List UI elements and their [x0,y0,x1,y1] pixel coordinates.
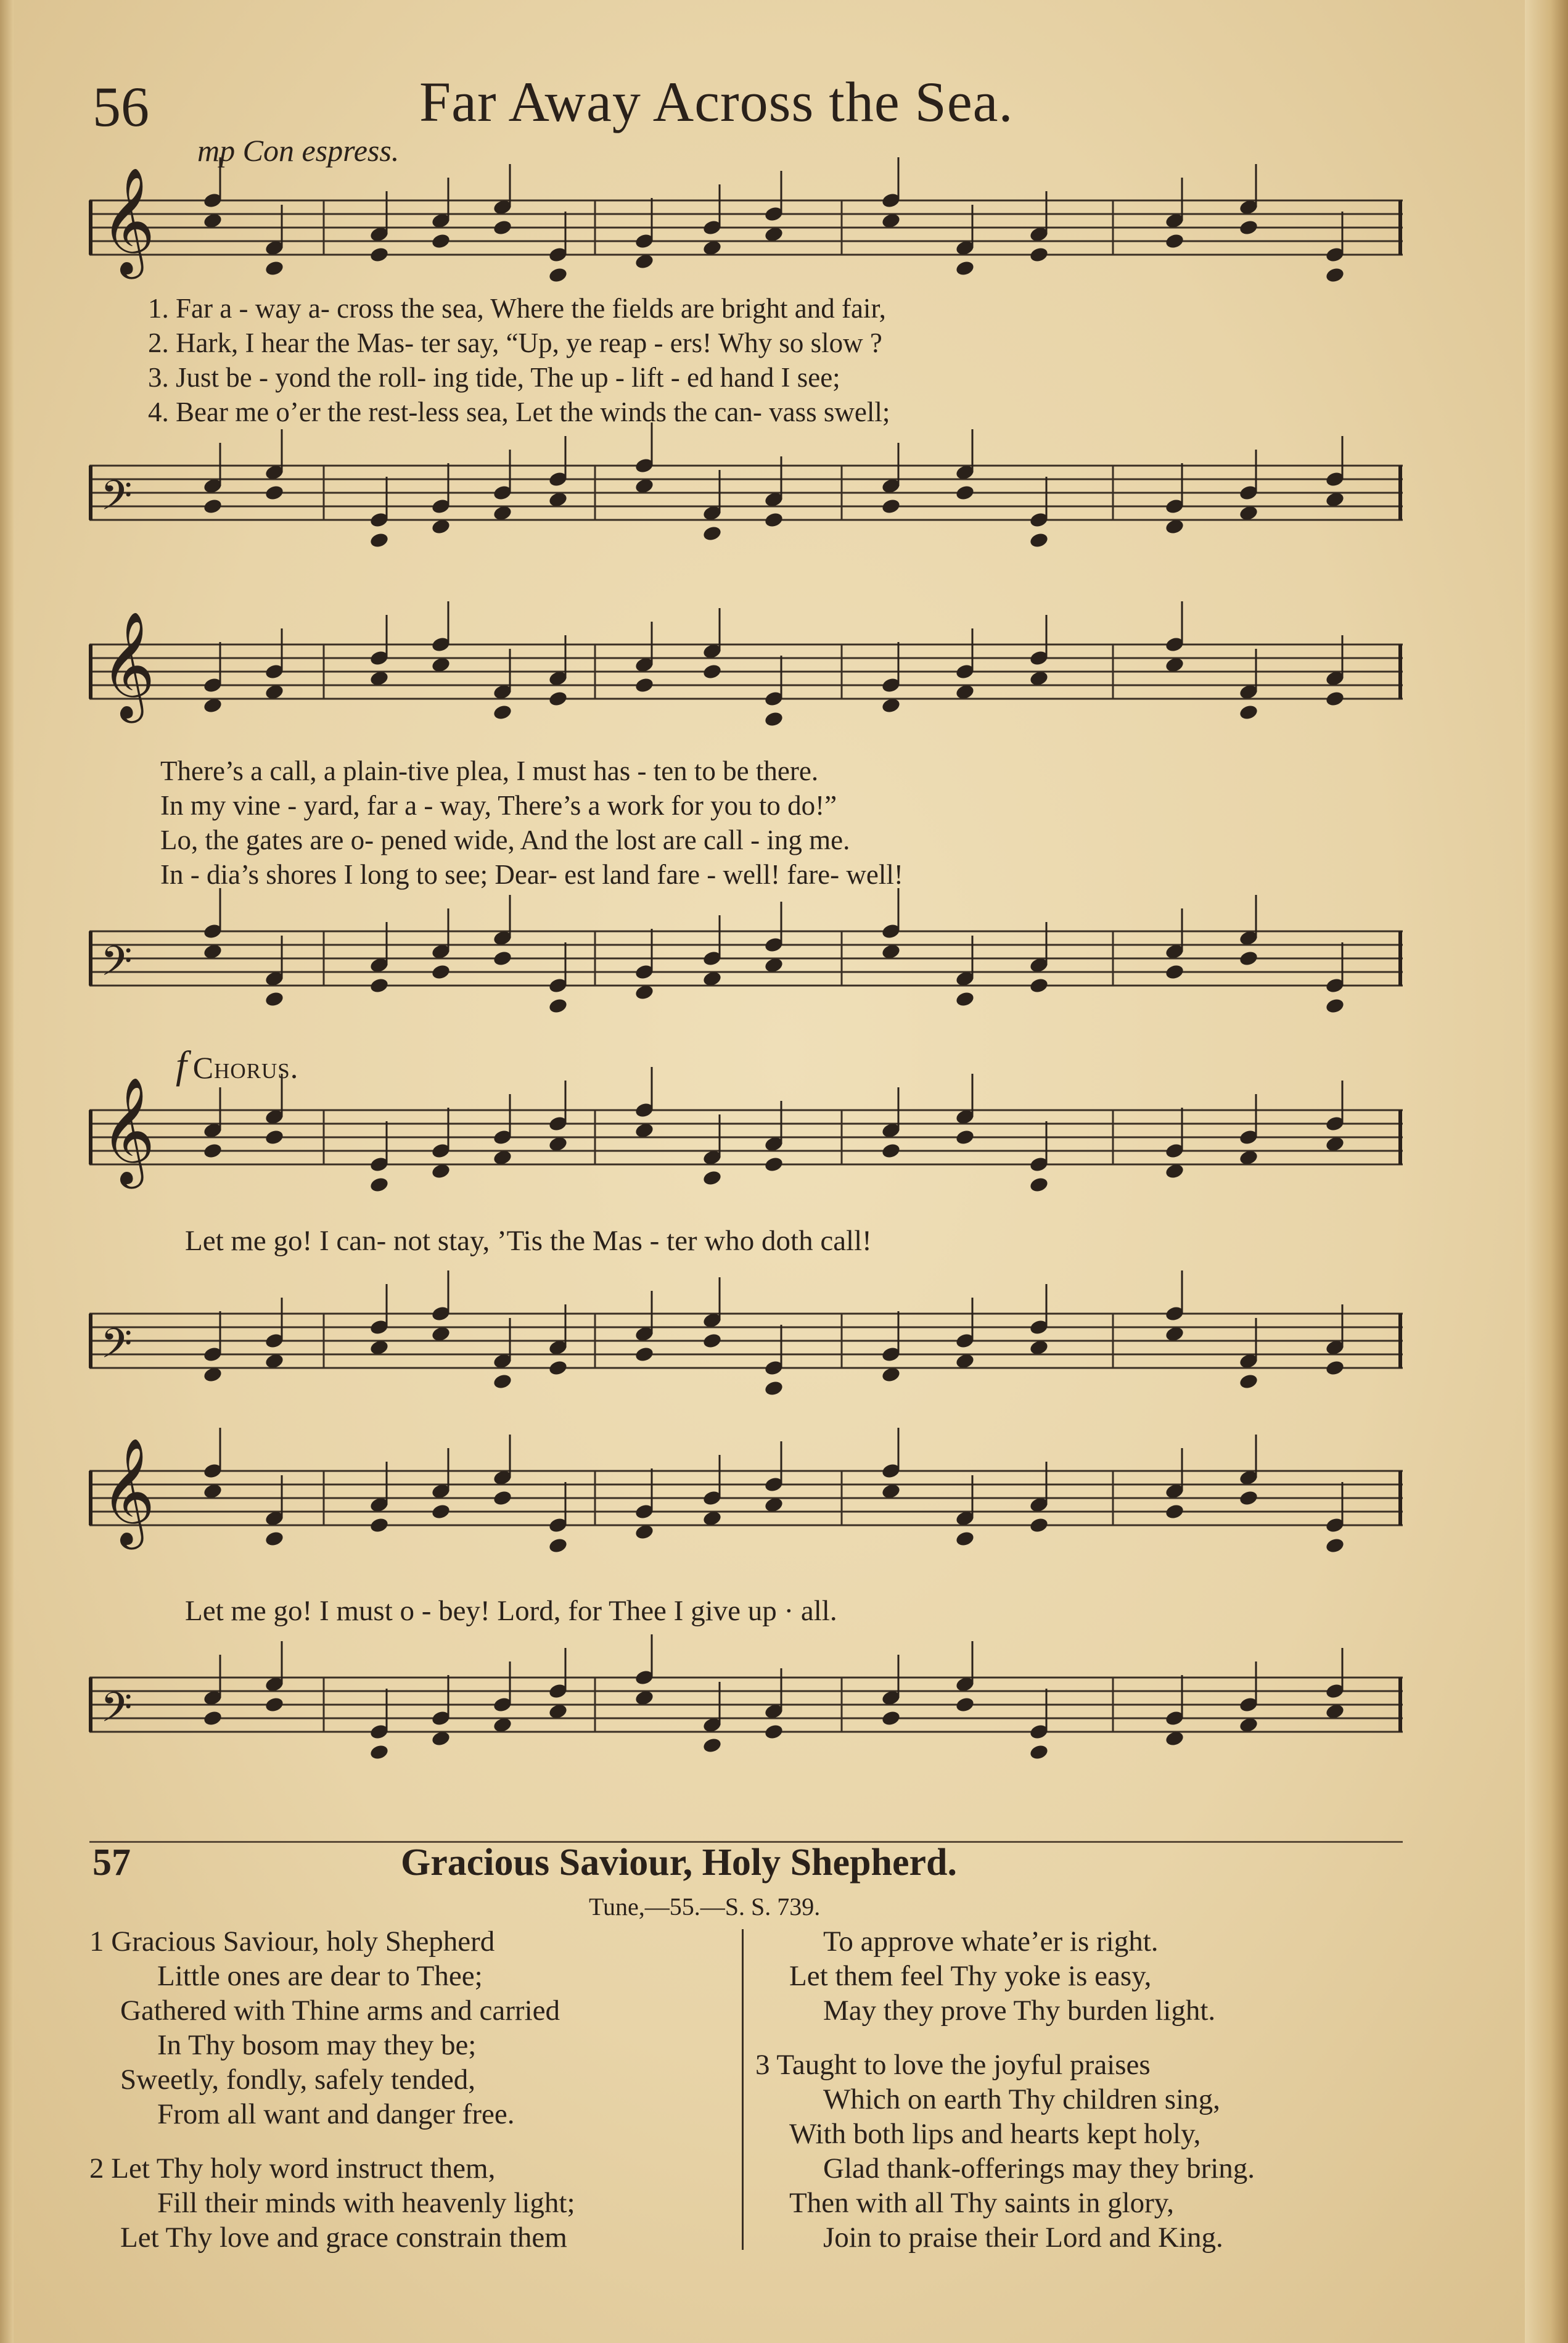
verse-line: Glad thank-offerings may they bring. [823,2152,1255,2184]
note-head [880,1710,901,1727]
note-head [202,498,223,515]
note-head [264,260,284,277]
note-head [702,525,722,542]
note-head [1324,690,1345,707]
note-head [369,1744,389,1761]
dynamic-forte: f [176,1043,187,1087]
page-number: 56 [92,75,149,138]
chorus-label: Chorus. [192,1050,299,1085]
note-head [702,1169,722,1187]
expression-marking: mp Con espress. [197,133,400,168]
note-head [369,1517,389,1534]
verse-1-lyric: 1. Far a - way a- cross the sea, Where the fields are bright and fair, [148,293,886,324]
note-head [634,1346,654,1363]
note-head [702,1332,722,1349]
verse-line: In Thy bosom may they be; [157,2029,477,2061]
chorus-lyric-2: Let me go! I must o - bey! Lord, for Thee I give up · all. [185,1595,837,1627]
treble-clef: 𝄞 [101,167,155,274]
note-head [492,1373,512,1390]
note-head [1164,963,1184,981]
verse-line: Which on earth Thy children sing, [823,2083,1220,2115]
note-head [430,1503,451,1520]
note-head [264,1530,284,1547]
verse-lyrics-line-2 [160,754,1381,892]
note-head [369,532,389,549]
note-head [634,677,654,694]
note-head [1238,219,1258,236]
note-head [369,246,389,263]
column-separator [742,1929,744,2250]
treble-staff-system-1 [89,167,1403,284]
hymn-text-left-column [89,1924,737,2255]
verse-line: Join to praise their Lord and King. [823,2222,1223,2254]
note-head [492,219,512,236]
note-head [264,1696,284,1713]
note-head [548,1359,568,1377]
treble-clef: 𝄞 [101,611,155,719]
treble-clef: 𝄞 [101,1438,155,1545]
verse-line: 1 Gracious Saviour, holy Shepherd [89,1925,495,1958]
note-head [1324,997,1345,1015]
note-head [763,1723,784,1740]
verse-line: To approve whate’er is right. [823,1925,1159,1958]
treble-staff-system-4 [89,1437,1403,1579]
bass-staff-system-2 [89,897,1403,1027]
note-head [264,1129,284,1146]
verse-4-lyric: 4. Bear me o’er the rest-less sea, Let the winds the can- vass swell; [148,397,890,427]
verse-line: Fill their minds with heavenly light; [157,2187,575,2219]
verse-2-lyric: 2. Hark, I hear the Mas- ter say, “Up, ye reap - ers! Why so slow ? [148,327,882,358]
verse-line: 2 Let Thy holy word instruct them, [89,2152,496,2184]
note-head [1028,1517,1049,1534]
verse-line: Little ones are dear to Thee; [157,1960,483,1992]
note-head [763,1380,784,1397]
treble-staff-system-3 [89,1076,1403,1218]
verse-3-lyric-line-2: Lo, the gates are o- pened wide, And the lost are call - ing me. [160,825,850,855]
note-head [430,963,451,981]
verse-line: Gathered with Thine arms and carried [120,1995,560,2027]
note-head [1028,246,1049,263]
bass-staff-system-1 [89,432,1403,561]
note-head [954,1530,975,1547]
note-head [1324,266,1345,284]
treble-staff-system-2 [89,611,1403,752]
note-head [369,977,389,994]
verse-3-lyric: 3. Just be - yond the roll- ing tide, The up - lift - ed hand I see; [148,362,840,393]
note-head [1238,704,1258,721]
note-head [954,260,975,277]
note-head [763,511,784,529]
verse-line: Let them feel Thy yoke is easy, [789,1960,1152,1992]
note-head [880,498,901,515]
verse-line: 3 Taught to love the joyful praises [755,2049,1151,2081]
bass-staff-system-4 [89,1644,1403,1785]
note-head [492,1489,512,1507]
note-head [1028,1744,1049,1761]
note-head [954,990,975,1008]
note-head [1324,1537,1345,1554]
note-head [1164,1503,1184,1520]
note-head [1238,950,1258,967]
bass-clef: 𝄢 [101,1320,133,1377]
verse-line: May they prove Thy burden light. [823,1995,1216,2027]
verse-line: Sweetly, fondly, safely tended, [120,2064,476,2096]
note-head [492,704,512,721]
note-head [1238,1373,1258,1390]
bass-clef: 𝄢 [101,937,133,995]
note-head [954,484,975,501]
note-head [548,1537,568,1554]
note-head [1028,977,1049,994]
note-head [1028,532,1049,549]
verse-line: From all want and danger free. [157,2098,515,2130]
note-head [548,266,568,284]
hymn-number: 57 [92,1842,131,1884]
note-head [548,997,568,1015]
note-head [1238,1489,1258,1507]
bass-clef: 𝄢 [101,472,133,529]
verse-4-lyric-line-2: In - dia’s shores I long to see; Dear- est land fare - well! fare- well! [160,859,903,890]
note-head [548,690,568,707]
tune-reference: Tune,—55.—S. S. 739. [589,1893,821,1921]
note-head [202,1142,223,1159]
hymn-text-right-column [755,1924,1403,2255]
page-edge-right [1525,0,1568,2343]
verse-lyrics-line-1 [148,291,1369,429]
note-head [954,1129,975,1146]
note-head [954,1696,975,1713]
note-head [880,1142,901,1159]
verse-line: Then with all Thy saints in glory, [789,2187,1174,2219]
note-head [430,233,451,250]
note-head [1324,1359,1345,1377]
verse-1-lyric-line-2: There’s a call, a plain-tive plea, I must has - ten to be there. [160,756,819,786]
note-head [763,710,784,728]
note-head [1028,1176,1049,1193]
chorus-lyric-1: Let me go! I can- not stay, ’Tis the Mas - ter who doth call! [185,1225,872,1257]
note-head [492,950,512,967]
note-head [202,1710,223,1727]
hymn-title: Gracious Saviour, Holy Shepherd. [401,1842,958,1884]
note-head [369,1176,389,1193]
note-head [702,1737,722,1754]
treble-clef: 𝄞 [101,1077,155,1184]
song-title: Far Away Across the Sea. [419,70,1014,133]
verse-line: With both lips and hearts kept holy, [789,2118,1201,2150]
verse-line: Let Thy love and grace constrain them [120,2222,567,2254]
bass-clef: 𝄢 [101,1684,133,1741]
bass-staff-system-3 [89,1280,1403,1422]
note-head [264,990,284,1008]
note-head [702,663,722,680]
note-head [264,484,284,501]
note-head [763,1156,784,1173]
page-edge-left [0,0,14,2343]
verse-2-lyric-line-2: In my vine - yard, far a - way, There’s a work for you to do!” [160,790,837,821]
note-head [1164,233,1184,250]
